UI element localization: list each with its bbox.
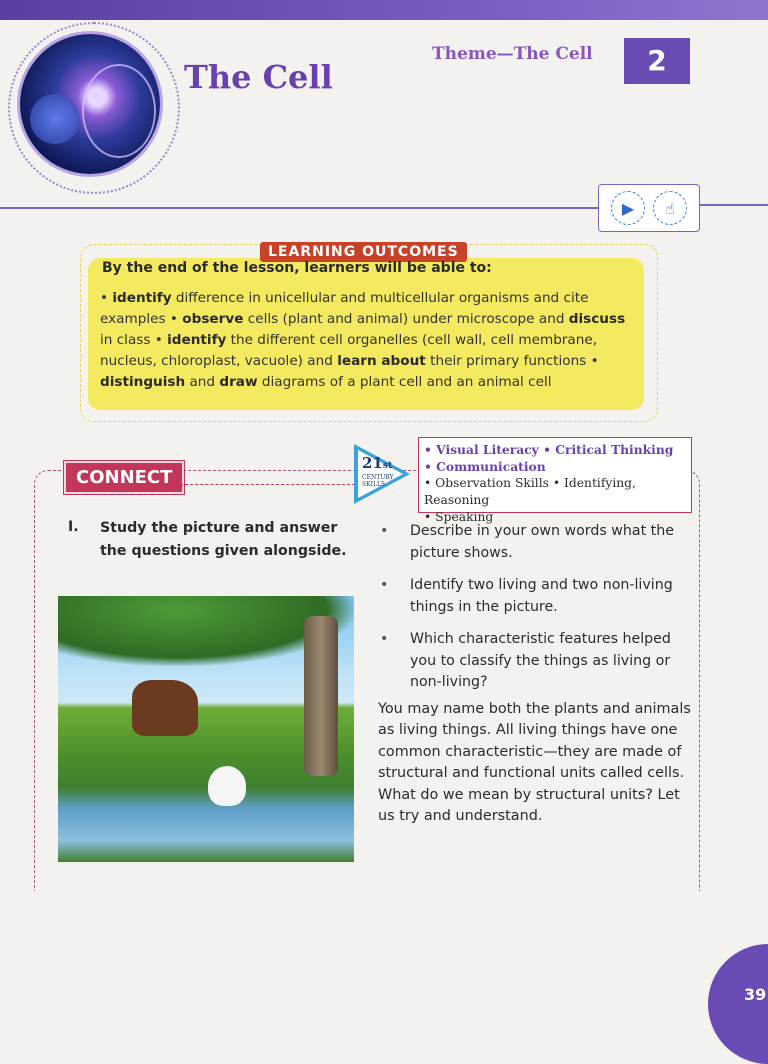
- connect-tag: CONNECT: [64, 461, 184, 494]
- skill-line: • Visual Literacy • Critical Thinking: [424, 442, 674, 457]
- outcome-text: difference in unicellular and multicellular organisms and cite examples: [100, 290, 589, 327]
- outcome-verb: identify: [112, 290, 172, 306]
- outcome-verb: identify: [167, 332, 227, 348]
- skill-line: • Communication: [424, 459, 546, 474]
- skill-line: • Observation Skills • Identifying, Reasoning: [424, 476, 636, 507]
- cell-cluster-graphic: [30, 94, 80, 144]
- question-number: I.: [68, 519, 79, 535]
- bullet-icon: •: [380, 631, 389, 647]
- header-divider: [0, 207, 600, 209]
- learning-outcomes-intro: By the end of the lesson, learners will be able to:: [102, 260, 492, 276]
- outcome-text: in class: [100, 332, 155, 348]
- list-item: • Describe in your own words what the picture shows.: [380, 523, 674, 561]
- cell-membrane-graphic: [82, 64, 156, 158]
- outcome-text: diagrams of a plant cell and an animal cell: [257, 374, 552, 390]
- swan-figure: [208, 766, 246, 806]
- badge-number: 21st: [362, 454, 393, 472]
- 21st-century-skills-badge: [354, 444, 416, 504]
- list-item: • Identify two living and two non-living things in the picture.: [380, 577, 673, 615]
- bullet-icon: •: [380, 523, 389, 539]
- outcome-verb: learn about: [337, 353, 426, 369]
- connect-divider: [180, 484, 360, 486]
- learning-outcomes-tag: LEARNING OUTCOMES: [260, 242, 467, 262]
- cell-illustration: [20, 34, 160, 174]
- question-text: Study the picture and answer the questions given alongside.: [100, 520, 347, 559]
- header-divider-right: [698, 204, 768, 206]
- outcome-text: their primary functions: [425, 353, 591, 369]
- page-number: 39: [744, 985, 767, 1004]
- skill-line: • Speaking: [424, 510, 494, 524]
- theme-label: Theme—The Cell: [432, 44, 593, 64]
- learning-outcomes-text: • identify difference in unicellular and multicellular organisms and cite examples • observe cells (plant and animal) under microscope and discuss in class • identify the different cell organelles (cell wall, cell membrane, nucleus, chloroplast, vacuole) and learn about their primary functions • distinguish and draw diagrams of a plant cell and an animal cell: [100, 290, 626, 390]
- tree-trunk: [304, 616, 338, 776]
- question-bullets: [380, 521, 698, 705]
- list-item: • Which characteristic features helped you to classify the things as living or non-living?: [380, 631, 671, 690]
- top-band: [0, 0, 768, 20]
- bullet-icon: •: [380, 577, 389, 593]
- meadow-picture: [58, 596, 354, 862]
- badge-subtitle: CENTURY SKILLS: [362, 474, 394, 488]
- outcome-verb: observe: [182, 311, 244, 327]
- touch-icon[interactable]: ☝: [653, 191, 687, 225]
- horse-figure: [132, 680, 198, 736]
- chapter-title: The Cell: [184, 58, 333, 96]
- outcome-text: cells (plant and animal) under microscope and: [243, 311, 569, 327]
- body-paragraph: You may name both the plants and animals as living things. All living things have one common characteristic—they are made of structural and functional units called cells. What do we mean by structural units? Let us try and understand.: [378, 701, 691, 825]
- page-corner: [708, 944, 768, 1064]
- outcome-verb: distinguish: [100, 374, 186, 390]
- chapter-number: 2: [624, 38, 690, 84]
- skills-list: [424, 441, 688, 526]
- media-icons-box: [598, 184, 700, 232]
- outcome-verb: draw: [219, 374, 258, 390]
- outcome-text: and: [185, 374, 220, 390]
- video-icon[interactable]: ▶: [611, 191, 645, 225]
- outcome-verb: discuss: [568, 311, 626, 327]
- outcome-text: the different cell organelles (cell wall, cell membrane, nucleus, chloroplast, vacuole) and: [100, 332, 598, 369]
